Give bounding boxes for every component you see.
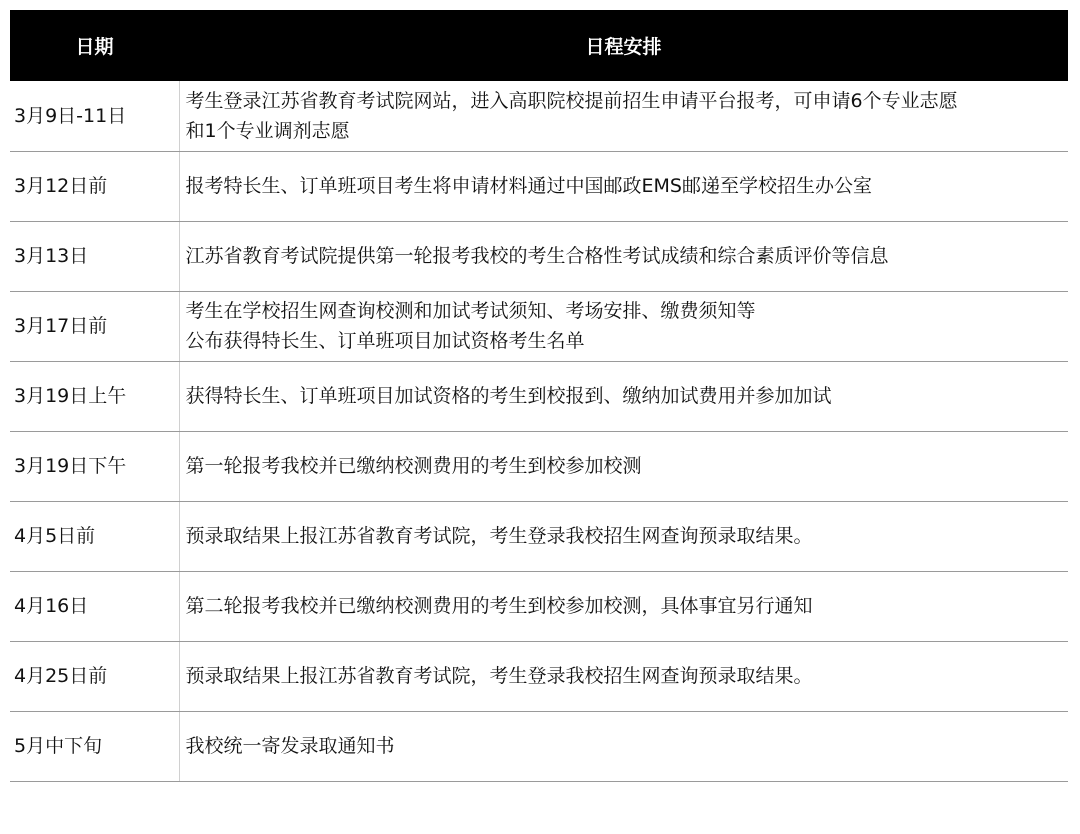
- header-row: [10, 10, 1068, 81]
- row-plan: [179, 431, 1068, 501]
- plan-line: 获得特长生、订单班项目加试资格的考生到校报到、缴纳加试费用并参加加试: [185, 385, 832, 407]
- row-plan: [179, 361, 1068, 431]
- plan-line: 考生在学校招生网查询校测和加试考试须知、考场安排、缴费须知等: [185, 300, 756, 322]
- header-plan: 日程安排: [179, 10, 1068, 81]
- row-plan: [179, 641, 1068, 711]
- table-row: [10, 501, 1068, 571]
- table-row: [10, 641, 1068, 711]
- table-row: [10, 81, 1068, 151]
- row-plan: [179, 81, 1068, 151]
- row-plan: [179, 291, 1068, 361]
- row-plan: [179, 501, 1068, 571]
- table-row: [10, 431, 1068, 501]
- plan-line: 和1个专业调剂志愿: [185, 119, 350, 142]
- table-row: [10, 571, 1068, 641]
- plan-line: 江苏省教育考试院提供第一轮报考我校的考生合格性考试成绩和综合素质评价等信息: [185, 245, 889, 267]
- row-date: 3月19日下午: [10, 431, 179, 501]
- plan-line: 考生登录江苏省教育考试院网站，进入高职院校提前招生申请平台报考，可申请6个专业志愿: [185, 89, 958, 112]
- plan-line: 报考特长生、订单班项目考生将申请材料通过中国邮政EMS邮递至学校招生办公室: [185, 175, 872, 197]
- row-plan: [179, 221, 1068, 291]
- row-date: 4月16日: [10, 571, 179, 641]
- row-plan: [179, 571, 1068, 641]
- schedule-table: [10, 10, 1068, 782]
- table-row: [10, 151, 1068, 221]
- table-row: [10, 361, 1068, 431]
- plan-line: 我校统一寄发录取通知书: [185, 735, 395, 757]
- row-plan: [179, 711, 1068, 781]
- table-row: [10, 711, 1068, 781]
- row-date: 3月9日-11日: [10, 81, 179, 151]
- table-row: [10, 291, 1068, 361]
- row-date: 3月17日前: [10, 291, 179, 361]
- row-date: 3月19日上午: [10, 361, 179, 431]
- row-plan: [179, 151, 1068, 221]
- table-row: [10, 221, 1068, 291]
- plan-line: 公布获得特长生、订单班项目加试资格考生名单: [185, 330, 585, 352]
- row-date: 5月中下旬: [10, 711, 179, 781]
- header-date: 日期: [10, 10, 179, 81]
- plan-line: 第一轮报考我校并已缴纳校测费用的考生到校参加校测: [185, 455, 642, 477]
- row-date: 3月12日前: [10, 151, 179, 221]
- plan-line: 第二轮报考我校并已缴纳校测费用的考生到校参加校测，具体事宜另行通知: [185, 595, 813, 617]
- row-date: 4月25日前: [10, 641, 179, 711]
- row-date: 3月13日: [10, 221, 179, 291]
- plan-line: 预录取结果上报江苏省教育考试院，考生登录我校招生网查询预录取结果。: [185, 525, 813, 547]
- plan-line: 预录取结果上报江苏省教育考试院，考生登录我校招生网查询预录取结果。: [185, 665, 813, 687]
- row-date: 4月5日前: [10, 501, 179, 571]
